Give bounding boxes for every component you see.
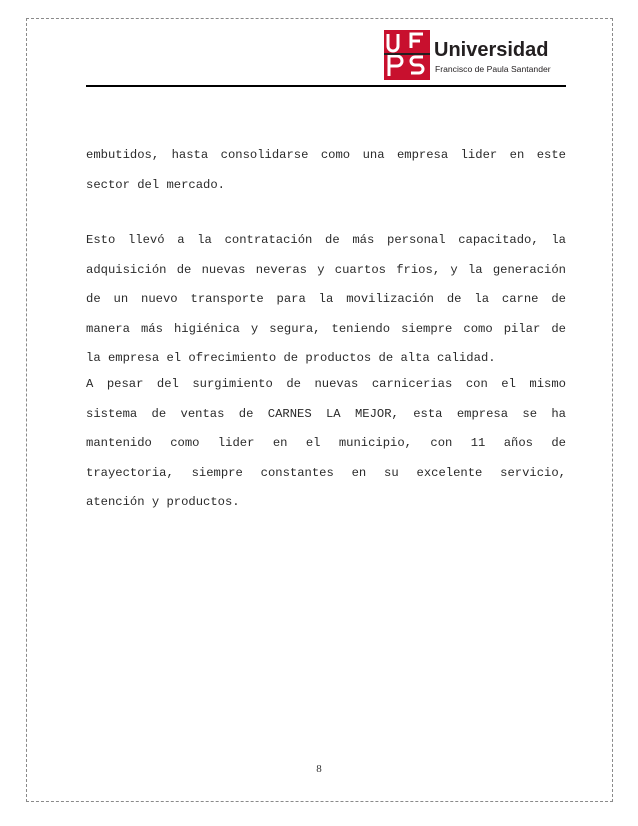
paragraph-1 bbox=[86, 141, 566, 200]
text-line: adquisición de nuevas neveras y cuartos frios, y la generación bbox=[86, 262, 566, 277]
text-line: Esto llevó a la contratación de más personal capacitado, la bbox=[86, 233, 566, 247]
text-line: la empresa el ofrecimiento de productos de alta calidad. bbox=[86, 351, 496, 365]
text-line: atención y productos. bbox=[86, 495, 240, 509]
paragraph-2 bbox=[86, 226, 566, 374]
text-line: A pesar del surgimiento de nuevas carnicerias con el mismo bbox=[86, 377, 566, 391]
text-line: sector del mercado. bbox=[86, 177, 225, 192]
logo-title: Universidad bbox=[434, 39, 549, 61]
text-line: mantenido como lider en el municipio, con 11 años de bbox=[86, 436, 566, 450]
header-rule bbox=[86, 85, 566, 87]
page-number: 8 bbox=[316, 763, 322, 775]
university-logo bbox=[384, 28, 584, 84]
text-line: trayectoria, siempre constantes en su excelente servicio, bbox=[86, 465, 566, 480]
text-line: embutidos, hasta consolidarse como una empresa lider en este bbox=[86, 148, 566, 162]
logo-subtitle: Francisco de Paula Santander bbox=[435, 64, 551, 74]
text-line: manera más higiénica y segura, teniendo siempre como pilar de bbox=[86, 321, 566, 336]
text-line: de un nuevo transporte para la movilización de la carne de bbox=[86, 292, 566, 306]
text-line: sistema de ventas de CARNES LA MEJOR, esta empresa se ha bbox=[86, 406, 566, 421]
paragraph-3 bbox=[86, 370, 566, 518]
